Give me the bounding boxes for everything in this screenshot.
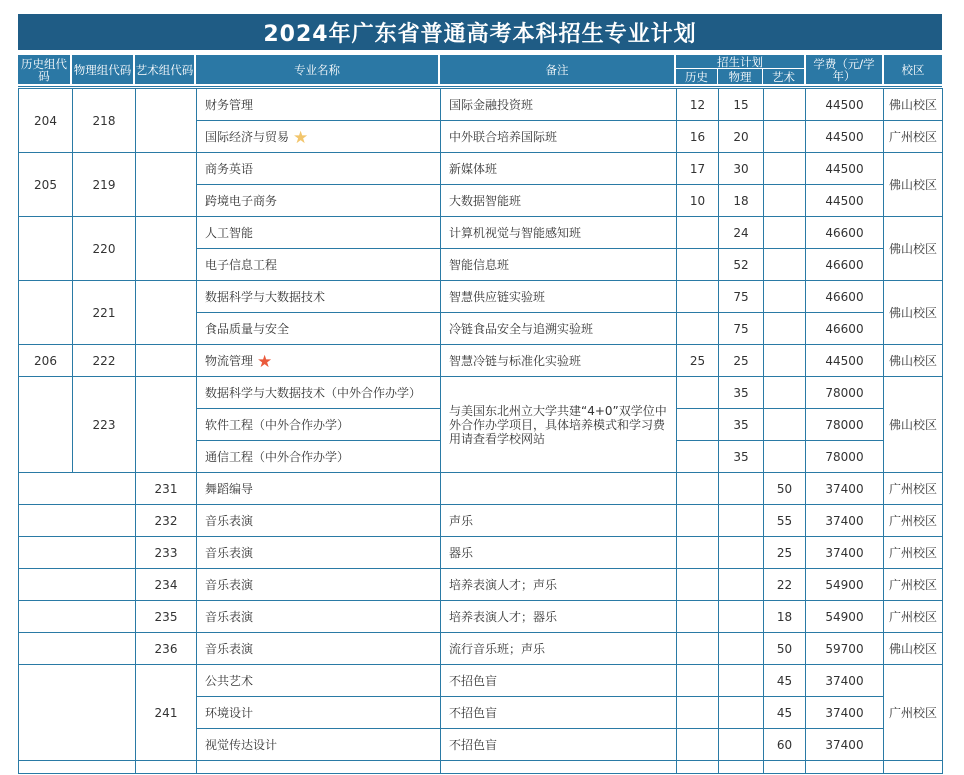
fee-cell — [806, 761, 884, 774]
campus-cell: 广州校区 — [884, 473, 943, 505]
plan-art-cell — [764, 121, 806, 153]
plan-physics-cell: 35 — [719, 377, 764, 409]
note-cell: 不招色盲 — [441, 665, 677, 697]
plan-physics-cell: 18 — [719, 185, 764, 217]
major-cell: 舞蹈编导 — [197, 473, 441, 505]
plan-art-cell — [764, 153, 806, 185]
art-code-cell — [136, 281, 197, 345]
plan-art-cell — [764, 89, 806, 121]
art-code-cell: 233 — [136, 537, 197, 569]
campus-cell: 佛山校区 — [884, 217, 943, 281]
header-note: 备注 — [440, 55, 674, 84]
note-cell: 不招色盲 — [441, 697, 677, 729]
note-cell: 中外联合培养国际班 — [441, 121, 677, 153]
note-cell: 大数据智能班 — [441, 185, 677, 217]
art-code-cell: 241 — [136, 665, 197, 761]
fee-cell: 46600 — [806, 281, 884, 313]
major-cell: 公共艺术 — [197, 665, 441, 697]
plan-physics-cell: 30 — [719, 153, 764, 185]
history-code-cell — [19, 281, 73, 345]
table-row — [19, 761, 943, 774]
header-physics-code: 物理组代码 — [72, 55, 133, 84]
art-code-cell — [136, 761, 197, 774]
plan-art-cell — [764, 377, 806, 409]
fee-cell: 78000 — [806, 409, 884, 441]
plan-art-cell: 60 — [764, 729, 806, 761]
note-cell: 国际金融投资班 — [441, 89, 677, 121]
table-row — [19, 473, 943, 505]
major-cell: 人工智能 — [197, 217, 441, 249]
art-code-cell — [136, 345, 197, 377]
major-cell: 通信工程（中外合作办学） — [197, 441, 441, 473]
plan-history-cell — [677, 729, 719, 761]
table-row — [19, 633, 943, 665]
plan-history-cell — [677, 409, 719, 441]
plan-history-cell — [677, 697, 719, 729]
header-history-code: 历史组代码 — [18, 55, 70, 84]
plan-history-cell — [677, 313, 719, 345]
plan-history-cell — [677, 377, 719, 409]
plan-physics-cell: 75 — [719, 313, 764, 345]
plan-history-cell — [677, 569, 719, 601]
plan-physics-cell — [719, 537, 764, 569]
plan-physics-cell: 25 — [719, 345, 764, 377]
plan-art-cell: 50 — [764, 633, 806, 665]
plan-physics-cell: 35 — [719, 441, 764, 473]
major-cell — [197, 345, 441, 377]
fee-cell: 78000 — [806, 441, 884, 473]
plan-history-cell: 25 — [677, 345, 719, 377]
table-row — [19, 537, 943, 569]
header-campus: 校区 — [884, 55, 942, 84]
history-code-cell: 205 — [19, 153, 73, 217]
table-row — [19, 345, 943, 377]
header-art-code: 艺术组代码 — [135, 55, 194, 84]
plan-physics-cell — [719, 761, 764, 774]
campus-cell: 广州校区 — [884, 569, 943, 601]
note-cell: 培养表演人才；声乐 — [441, 569, 677, 601]
plan-history-cell — [677, 441, 719, 473]
header-plan-art: 艺术 — [763, 69, 804, 84]
major-cell: 音乐表演 — [197, 633, 441, 665]
header-fee: 学费（元/学年） — [806, 55, 882, 84]
note-cell: 智慧冷链与标准化实验班 — [441, 345, 677, 377]
campus-cell: 广州校区 — [884, 505, 943, 537]
header-major: 专业名称 — [196, 55, 438, 84]
history-physics-code-cell — [19, 761, 136, 774]
plan-history-cell — [677, 761, 719, 774]
plan-physics-cell: 52 — [719, 249, 764, 281]
campus-cell: 佛山校区 — [884, 281, 943, 345]
header-plan-physics: 物理 — [718, 69, 762, 84]
plan-art-cell — [764, 313, 806, 345]
note-cell: 与美国东北州立大学共建“4+0”双学位中外合作办学项目，具体培养模式和学习费用请查看学校网站 — [441, 377, 677, 473]
campus-cell: 佛山校区 — [884, 153, 943, 217]
star-icon: ★ — [293, 128, 309, 148]
table-row — [19, 217, 943, 249]
major-cell: 音乐表演 — [197, 537, 441, 569]
physics-code-cell: 220 — [73, 217, 136, 281]
art-code-cell — [136, 217, 197, 281]
plan-history-cell — [677, 505, 719, 537]
plan-art-cell: 25 — [764, 537, 806, 569]
fee-cell: 37400 — [806, 537, 884, 569]
plan-art-cell: 18 — [764, 601, 806, 633]
fee-cell: 44500 — [806, 89, 884, 121]
major-cell: 商务英语 — [197, 153, 441, 185]
note-cell — [441, 473, 677, 505]
fee-cell: 37400 — [806, 665, 884, 697]
art-code-cell — [136, 377, 197, 473]
major-cell: 跨境电子商务 — [197, 185, 441, 217]
plan-history-cell: 16 — [677, 121, 719, 153]
fee-cell: 59700 — [806, 633, 884, 665]
plan-art-cell — [764, 185, 806, 217]
major-cell: 音乐表演 — [197, 569, 441, 601]
plan-art-cell — [764, 409, 806, 441]
plan-art-cell — [764, 761, 806, 774]
plan-art-cell: 22 — [764, 569, 806, 601]
history-physics-code-cell — [19, 665, 136, 761]
campus-cell: 佛山校区 — [884, 89, 943, 121]
plan-physics-cell — [719, 633, 764, 665]
campus-cell: 佛山校区 — [884, 633, 943, 665]
fee-cell: 54900 — [806, 569, 884, 601]
art-code-cell: 235 — [136, 601, 197, 633]
major-cell: 电子信息工程 — [197, 249, 441, 281]
table-row — [19, 505, 943, 537]
header-divider — [18, 86, 942, 87]
history-code-cell — [19, 377, 73, 473]
fee-cell: 37400 — [806, 729, 884, 761]
plan-art-cell — [764, 441, 806, 473]
campus-cell: 广州校区 — [884, 537, 943, 569]
table-row — [19, 569, 943, 601]
art-code-cell — [136, 153, 197, 217]
history-physics-code-cell — [19, 473, 136, 505]
plan-physics-cell: 75 — [719, 281, 764, 313]
major-cell: 软件工程（中外合作办学） — [197, 409, 441, 441]
note-cell: 冷链食品安全与追溯实验班 — [441, 313, 677, 345]
header-plan-history: 历史 — [676, 69, 717, 84]
art-code-cell — [136, 89, 197, 153]
history-physics-code-cell — [19, 601, 136, 633]
art-code-cell: 234 — [136, 569, 197, 601]
note-cell — [441, 761, 677, 774]
note-cell: 计算机视觉与智能感知班 — [441, 217, 677, 249]
table-row — [19, 377, 943, 409]
plan-physics-cell — [719, 473, 764, 505]
plan-history-cell — [677, 665, 719, 697]
plan-physics-cell: 15 — [719, 89, 764, 121]
art-code-cell: 232 — [136, 505, 197, 537]
plan-physics-cell — [719, 569, 764, 601]
fee-cell: 44500 — [806, 345, 884, 377]
plan-physics-cell — [719, 729, 764, 761]
major-cell: 视觉传达设计 — [197, 729, 441, 761]
plan-history-cell — [677, 249, 719, 281]
plan-history-cell: 12 — [677, 89, 719, 121]
plan-physics-cell: 20 — [719, 121, 764, 153]
campus-cell: 佛山校区 — [884, 345, 943, 377]
plan-physics-cell: 35 — [719, 409, 764, 441]
fee-cell: 37400 — [806, 473, 884, 505]
major-name: 国际经济与贸易 — [205, 130, 290, 144]
plan-history-cell — [677, 601, 719, 633]
physics-code-cell: 218 — [73, 89, 136, 153]
major-name: 物流管理 — [205, 354, 254, 368]
note-cell: 器乐 — [441, 537, 677, 569]
note-cell: 不招色盲 — [441, 729, 677, 761]
history-code-cell: 206 — [19, 345, 73, 377]
art-code-cell: 236 — [136, 633, 197, 665]
plan-history-cell: 10 — [677, 185, 719, 217]
table-row — [19, 153, 943, 185]
history-code-cell — [19, 217, 73, 281]
plan-art-cell: 55 — [764, 505, 806, 537]
fee-cell: 44500 — [806, 153, 884, 185]
physics-code-cell: 223 — [73, 377, 136, 473]
plan-art-cell: 45 — [764, 697, 806, 729]
history-physics-code-cell — [19, 633, 136, 665]
campus-cell: 广州校区 — [884, 601, 943, 633]
fee-cell: 44500 — [806, 185, 884, 217]
fee-cell: 37400 — [806, 697, 884, 729]
note-cell: 智慧供应链实验班 — [441, 281, 677, 313]
table-row — [19, 281, 943, 313]
campus-cell: 广州校区 — [884, 665, 943, 761]
fee-cell: 46600 — [806, 313, 884, 345]
major-cell: 音乐表演 — [197, 505, 441, 537]
plan-history-cell — [677, 217, 719, 249]
major-cell: 环境设计 — [197, 697, 441, 729]
campus-cell: 广州校区 — [884, 121, 943, 153]
plan-art-cell — [764, 345, 806, 377]
fee-cell: 37400 — [806, 505, 884, 537]
physics-code-cell: 221 — [73, 281, 136, 345]
history-physics-code-cell — [19, 505, 136, 537]
plan-history-cell — [677, 633, 719, 665]
note-cell: 声乐 — [441, 505, 677, 537]
fee-cell: 44500 — [806, 121, 884, 153]
plan-art-cell: 45 — [764, 665, 806, 697]
major-cell: 财务管理 — [197, 89, 441, 121]
note-cell: 智能信息班 — [441, 249, 677, 281]
fee-cell: 46600 — [806, 217, 884, 249]
table-row — [19, 89, 943, 121]
header-plan: 招生计划 — [676, 55, 804, 68]
plan-physics-cell — [719, 505, 764, 537]
plan-art-cell — [764, 217, 806, 249]
page-title: 2024年广东省普通高考本科招生专业计划 — [18, 14, 942, 50]
history-physics-code-cell — [19, 569, 136, 601]
fee-cell: 54900 — [806, 601, 884, 633]
plan-physics-cell: 24 — [719, 217, 764, 249]
major-cell: 食品质量与安全 — [197, 313, 441, 345]
major-cell — [197, 121, 441, 153]
plan-history-cell — [677, 537, 719, 569]
history-code-cell: 204 — [19, 89, 73, 153]
campus-cell — [884, 761, 943, 774]
plan-history-cell — [677, 281, 719, 313]
major-cell: 数据科学与大数据技术（中外合作办学） — [197, 377, 441, 409]
plan-physics-cell — [719, 697, 764, 729]
major-cell — [197, 761, 441, 774]
fee-cell: 78000 — [806, 377, 884, 409]
table-row — [19, 601, 943, 633]
plan-history-cell: 17 — [677, 153, 719, 185]
fee-cell: 46600 — [806, 249, 884, 281]
plan-art-cell: 50 — [764, 473, 806, 505]
enrollment-plan-table — [18, 88, 943, 774]
history-physics-code-cell — [19, 537, 136, 569]
star-icon: ★ — [257, 352, 273, 372]
plan-art-cell — [764, 249, 806, 281]
note-cell: 新媒体班 — [441, 153, 677, 185]
note-cell: 流行音乐班；声乐 — [441, 633, 677, 665]
art-code-cell: 231 — [136, 473, 197, 505]
note-cell: 培养表演人才；器乐 — [441, 601, 677, 633]
physics-code-cell: 219 — [73, 153, 136, 217]
plan-physics-cell — [719, 601, 764, 633]
plan-history-cell — [677, 473, 719, 505]
plan-art-cell — [764, 281, 806, 313]
physics-code-cell: 222 — [73, 345, 136, 377]
major-cell: 数据科学与大数据技术 — [197, 281, 441, 313]
table-row — [19, 665, 943, 697]
campus-cell: 佛山校区 — [884, 377, 943, 473]
plan-physics-cell — [719, 665, 764, 697]
major-cell: 音乐表演 — [197, 601, 441, 633]
